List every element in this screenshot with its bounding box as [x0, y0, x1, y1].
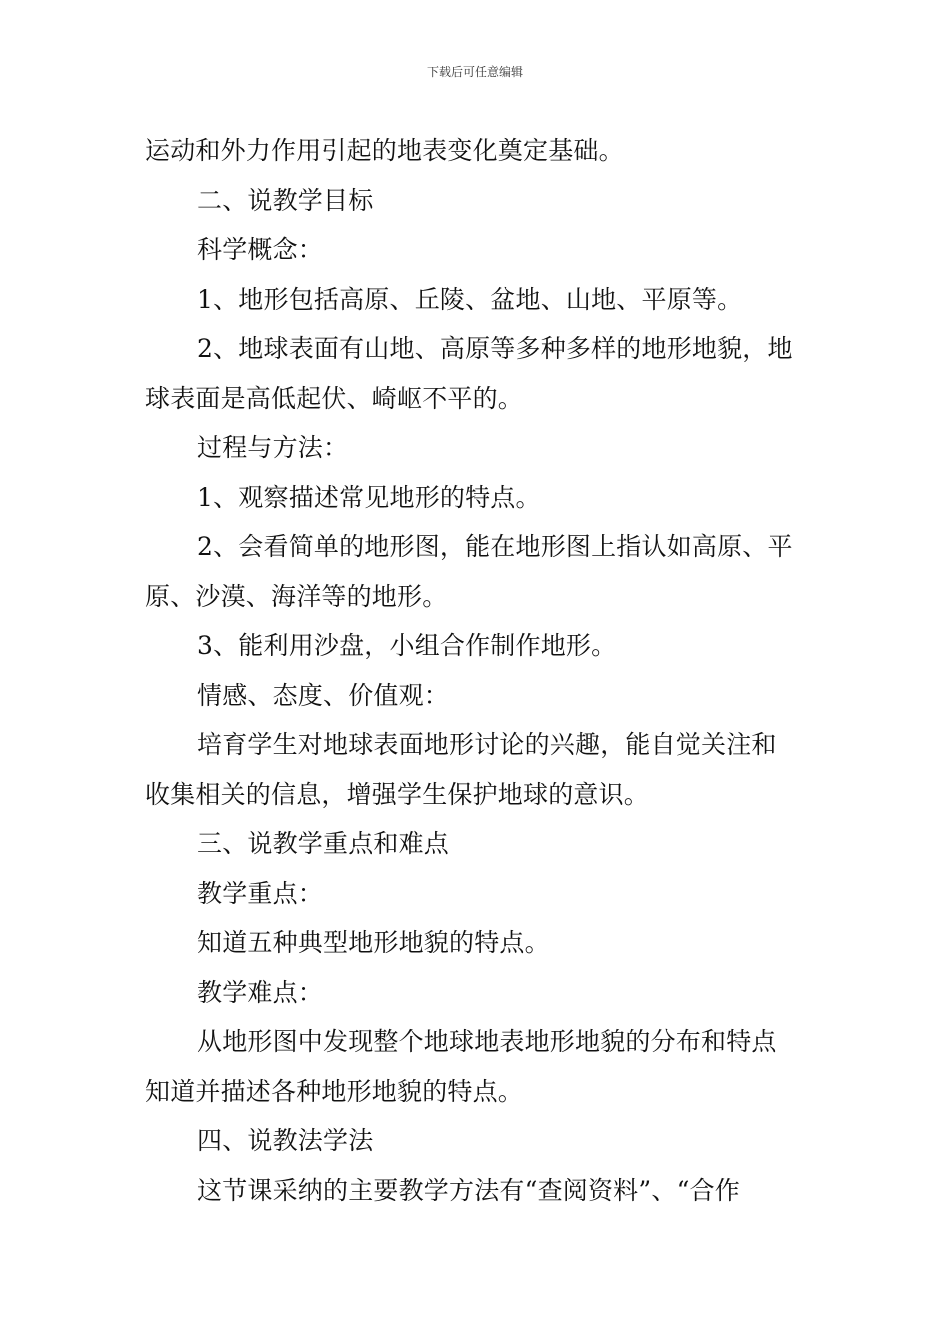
paragraph-line: 从地形图中发现整个地球地表地形地貌的分布和特点 — [197, 1027, 777, 1056]
text-line: 球表面是高低起伏、崎岖不平的。 — [145, 383, 524, 413]
text-line: 原、沙漠、海洋等的地形。 — [145, 581, 448, 611]
subheading: 教学难点： — [197, 977, 324, 1007]
page-header-note: 下载后可任意编辑 — [426, 65, 523, 79]
subheading: 情感、态度、价值观： — [197, 680, 450, 710]
paragraph-line: 这节课采纳的主要教学方法有“查阅资料”、“合作 — [197, 1175, 740, 1205]
section-heading: 三、说教学重点和难点 — [197, 829, 450, 858]
list-item: 2、会看简单的地形图，能在地形图上指认如高原、平 — [197, 532, 793, 561]
subheading: 科学概念： — [197, 235, 324, 264]
subheading: 过程与方法： — [197, 433, 349, 462]
paragraph-line: 培育学生对地球表面地形讨论的兴趣，能自觉关注和 — [197, 730, 777, 759]
text-line: 收集相关的信息，增强学生保护地球的意识。 — [145, 779, 650, 809]
list-item: 2、地球表面有山地、高原等多种多样的地形地貌，地 — [197, 334, 793, 363]
list-item: 3、能利用沙盘，小组合作制作地形。 — [197, 631, 617, 660]
list-item: 1、地形包括高原、丘陵、盆地、山地、平原等。 — [197, 284, 743, 314]
list-item: 1、观察描述常见地形的特点。 — [197, 482, 541, 512]
section-heading: 二、说教学目标 — [197, 185, 374, 215]
subheading: 教学重点： — [197, 878, 324, 908]
section-heading: 四、说教法学法 — [197, 1126, 374, 1155]
document-body — [145, 126, 807, 1215]
text-line: 运动和外力作用引起的地表变化奠定基础。 — [145, 136, 624, 165]
paragraph-line: 知道五种典型地形地貌的特点。 — [197, 928, 550, 957]
text-line: 知道并描述各种地形地貌的特点。 — [145, 1076, 524, 1106]
